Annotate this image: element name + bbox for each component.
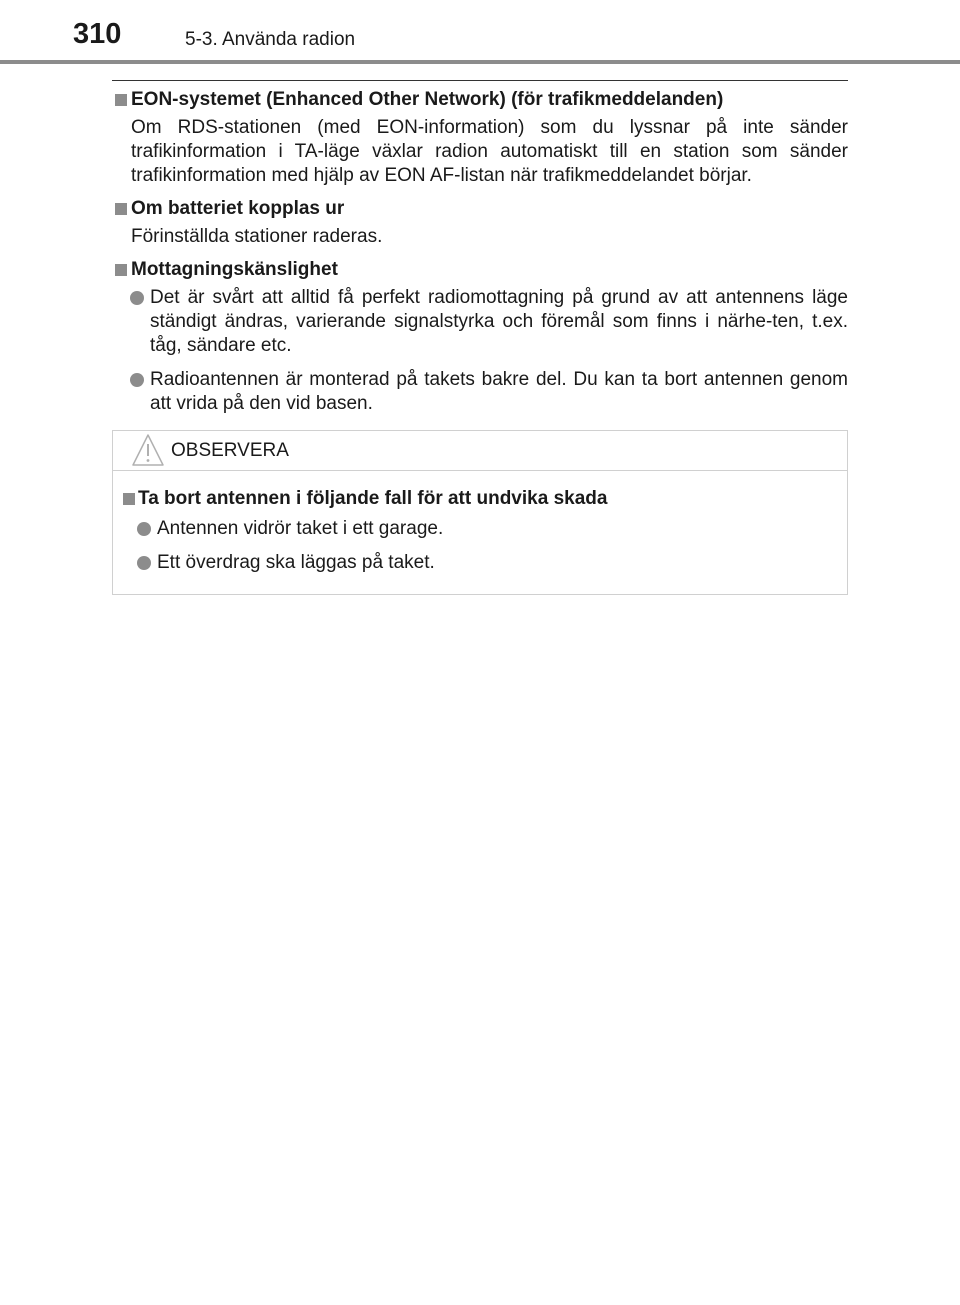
page-header [0, 0, 960, 64]
main-content [112, 88, 848, 416]
list-item-text: Antennen vidrör taket i ett garage. [157, 518, 444, 539]
section-text-eon: Om RDS-stationen (med EON-information) som du lyssnar på inte sänder trafikinformation i TA-läge växlar radion automatiskt till en station som sänder trafikinformation med hjälp av EON AF-listan när trafikmeddelandet börjar. [131, 117, 848, 186]
section-text-battery: Förinställda stationer raderas. [131, 226, 383, 247]
square-bullet-icon [115, 264, 127, 276]
round-bullet-icon [137, 522, 151, 536]
content-divider [112, 80, 848, 81]
square-bullet-icon [115, 203, 127, 215]
section-heading-text: Mottagningskänslighet [131, 259, 338, 280]
section-heading-text: EON-systemet (Enhanced Other Network) (för trafikmeddelanden) [131, 89, 724, 110]
section-heading-eon [112, 88, 848, 112]
list-item [157, 551, 847, 575]
notice-heading-text: Ta bort antennen i följande fall för att undvika skada [138, 488, 608, 509]
section-heading-reception [112, 258, 848, 282]
list-item [150, 368, 848, 416]
notice-header [113, 431, 847, 471]
round-bullet-icon [137, 556, 151, 570]
list-item-text: Ett överdrag ska läggas på taket. [157, 552, 435, 573]
list-item-text: Det är svårt att alltid få perfekt radiomottagning på grund av att antennens läge ständigt ändras, varierande signalstyrka och föremål som finns i närhe-ten, t.ex. tåg, sändare etc. [150, 287, 848, 356]
header-divider [0, 60, 960, 64]
list-item-text: Radioantennen är monterad på takets bakre del. Du kan ta bort antennen genom att vrida på den vid basen. [150, 369, 848, 414]
notice-heading [113, 487, 847, 511]
round-bullet-icon [130, 291, 144, 305]
square-bullet-icon [123, 493, 135, 505]
notice-body [113, 487, 847, 575]
section-heading-battery [112, 197, 848, 221]
section-heading-text: Om batteriet kopplas ur [131, 198, 345, 219]
list-item [157, 517, 847, 541]
notice-box [112, 430, 848, 595]
square-bullet-icon [115, 94, 127, 106]
warning-triangle-icon [131, 433, 165, 467]
page-number: 310 [73, 18, 122, 50]
list-item [150, 286, 848, 358]
chapter-title: 5-3. Använda radion [185, 29, 356, 50]
round-bullet-icon [130, 373, 144, 387]
notice-title: OBSERVERA [171, 440, 289, 461]
